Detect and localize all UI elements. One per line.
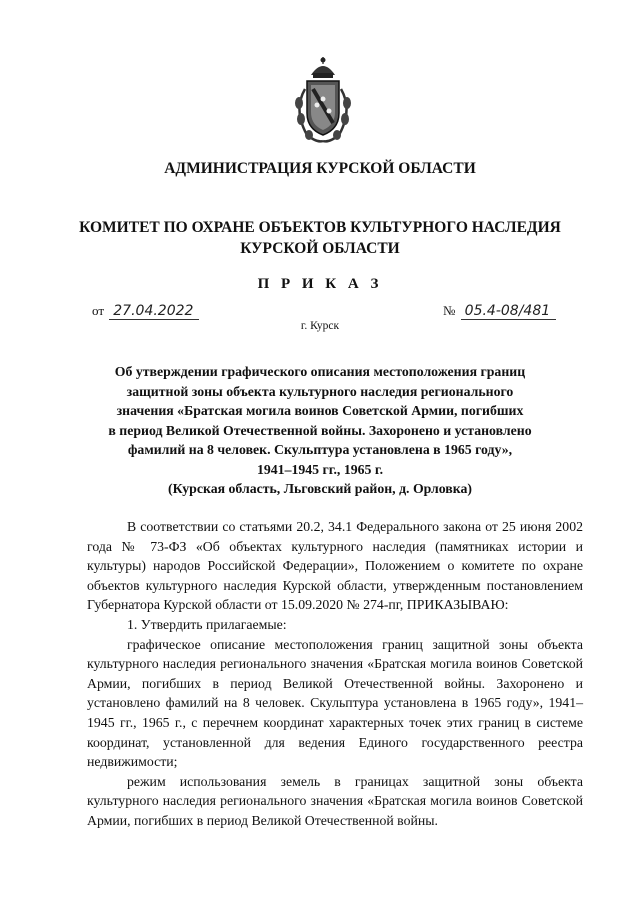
committee-name (0, 217, 640, 259)
committee-line-1: КОМИТЕТ ПО ОХРАНЕ ОБЪЕКТОВ КУЛЬТУРНОГО НАСЛЕДИЯ (79, 219, 561, 236)
committee-line-2: КУРСКОЙ ОБЛАСТИ (240, 240, 400, 257)
order-number (443, 303, 556, 320)
body-paragraph: режим использования земель в границах защитной зоны объекта культурного наследия регионального значения «Братская могила воинов Советской Армии, погибших в период Великой Отечественной войны. (87, 773, 583, 828)
date-prefix: от (92, 303, 105, 318)
title-line: фамилий на 8 человек. Скульптура установлена в 1965 году», (127, 442, 513, 457)
order-body (87, 517, 583, 831)
date-value: 27.04.2022 (109, 303, 199, 320)
title-line: защитной зоны объекта культурного наследия регионального (126, 383, 514, 399)
organization-name: АДМИНИСТРАЦИЯ КУРСКОЙ ОБЛАСТИ (164, 160, 476, 177)
city: г. Курск (300, 320, 340, 332)
order-date (92, 303, 199, 320)
number-value: 05.4-08/481 (461, 303, 556, 320)
body-paragraph: В соответствии со статьями 20.2, 34.1 Федерального закона от 25 июня 2002 года № 73-ФЗ «Об объектах культурного наследия (памятниках истории и культуры) народов Российской Федерации», Положением о комитете по охране объектов культурного наследия Курской области, утвержденным постановлением Губернатора Курской области от 15.09.2020 № 274-пг, ПРИКАЗЫВАЮ: (87, 519, 583, 613)
body-paragraph: 1. Утвердить прилагаемые: (127, 616, 287, 632)
order-title (95, 362, 545, 499)
body-paragraph: графическое описание местоположения границ защитной зоны объекта культурного наследия регионального значения «Братская могила воинов Советской Армии, погибших в период Великой Отечественной войны. Захоронено и установлено фамилий на 8 человек. Скульптура установлена в 1965 году», 1941–1945 гг., 1965 г., с перечнем координат характерных точек этих границ в системе координат, установленной для ведения Единого государственного реестра недвижимости; (87, 636, 583, 770)
title-line: значения «Братская могила воинов Советской Армии, погибших (116, 403, 524, 418)
title-line: 1941–1945 гг., 1965 г. (256, 461, 384, 477)
title-line: Об утверждении графического описания местоположения границ (114, 364, 526, 379)
title-line: (Курская область, Льговский район, д. Орловка) (168, 481, 472, 496)
number-prefix: № (443, 303, 456, 318)
coat-of-arms-icon (287, 55, 359, 147)
document-type: П Р И К А З (257, 276, 383, 292)
title-line: в период Великой Отечественной войны. Захоронено и установлено (108, 422, 532, 438)
